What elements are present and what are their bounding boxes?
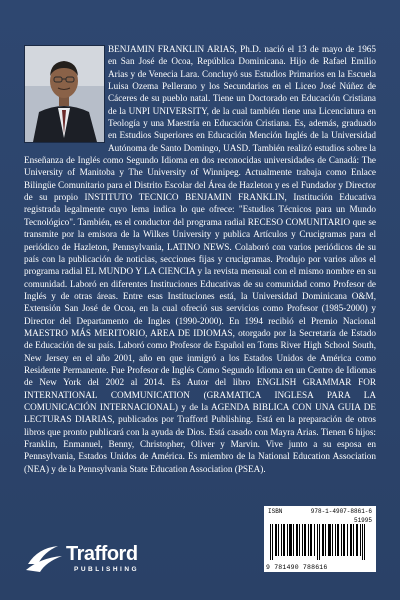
isbn-line [268,508,372,515]
barcode-digits: 9 781490 788616 [266,564,328,571]
price-code: 51995 [353,517,372,524]
isbn-barcode [264,506,376,572]
publisher-name: Trafford [66,543,138,565]
author-biography [24,43,376,475]
biography-text: BENJAMIN FRANKLIN ARIAS, Ph.D. nació el 13 de mayo de 1965 en San José de Ocoa, República Dominicana. Hijo de Rafael Emilio Arias y de Venecia Lara. Concluyó sus Estudios Primarios en la Escuela Luisa Ozema Pellerano y los Secundarios en el Liceo José Núñez de Cáceres de su pueblo natal. Tiene un Doctorado en Educación Cristiana de la UNPI UNIVERSITY, de la cual también tiene una Licenciatura en Teología y una Maestría en Educación Cristiana. Es, además, graduado en Estudios Superiores en Educación Mención Inglés de la Universidad Autónoma de Santo Domingo, UASD. También realizó estudios sobre la Enseñanza de Inglés como Segundo Idioma en dos reconocidas universidades de Canadá: The University of Manitoba y The University of Winnipeg. Actualmente trabaja como Enlace Bilingüe Comunitario para el Distrito Escolar del Área de Hazleton y es el Fundador y Director de su propio INSTITUTO TECNICO BENJAMIN FRANKLIN, Institución Educativa registrada legalmente cuyo lema indica lo que ofrece: "Estudios Técnicos para un Mundo Tecnológico". También, es el conductor del programa radial RECESO COMUNITARIO que se transmite por la emisora de la Wilkes University y publica Artículos y Crucigramas para el periódico de Hazleton, Pennsylvania, LATINO NEWS. Colaboró con varios periódicos de su país con la publicación de noticias, secciones fijas y crucigramas. Produjo por varios años el programa radial EL MUNDO Y LA CIENCIA y la revista mensual con el mismo nombre en su comunidad. Laboró en diferentes Instituciones Educativas de su comunidad como Profesor de Inglés y de otras áreas. Entre esas Instituciones está, la Universidad Dominicana O&M, Extensión San José de Ocoa, en la cual ofreció sus servicios como Profesor (1985-2000) y Director del Departamento de Ingles (1990-2000). En 1994 recibió el Premio Nacional MAESTRO MÁS MERITORIO, AREA DE IDIOMAS, otorgado por la Secretaría de Estado de Educación de su país. Laboró como Profesor de Español en Toms River High School South, New Jersey en el año 2001, año en que inmigró a los Estados Unidos de América como Residente Permanente. Fue Profesor de Inglés Como Segundo Idioma en un Centro de Idiomas de New York del 2002 al 2014. Es Autor del libro ENGLISH GRAMMAR FOR INTERNATIONAL COMMUNICATION (GRAMATICA INGLESA PARA LA COMUNICACIÓN INTERNACIONAL) y de la AGENDA BIBLICA CON UNA GUIA DE LECTURAS DIARIAS, publicados por Trafford Publishing. Está en la preparación de otros libros que pronto publicará con la ayuda de Dios. Está casado con Mayra Arias. Tienen 6 hijos: Franklin, Enmanuel, Benny, Christopher, Oliver y Marvin. Vive junto a su esposa en Pennsylvania, Estados Unidos de América. Es miembro de la National Education Association (NEA) y de la Pennsylvania State Education Association (PSEA). [24,44,376,474]
publisher-logo [24,540,174,580]
isbn-number: 978-1-4907-8861-6 [310,508,372,515]
publisher-tagline: PUBLISHING [74,566,140,573]
barcode-bars [268,524,372,560]
photo-spacer [24,43,108,143]
trafford-swoosh-icon [24,540,64,576]
isbn-label: ISBN [268,508,283,515]
